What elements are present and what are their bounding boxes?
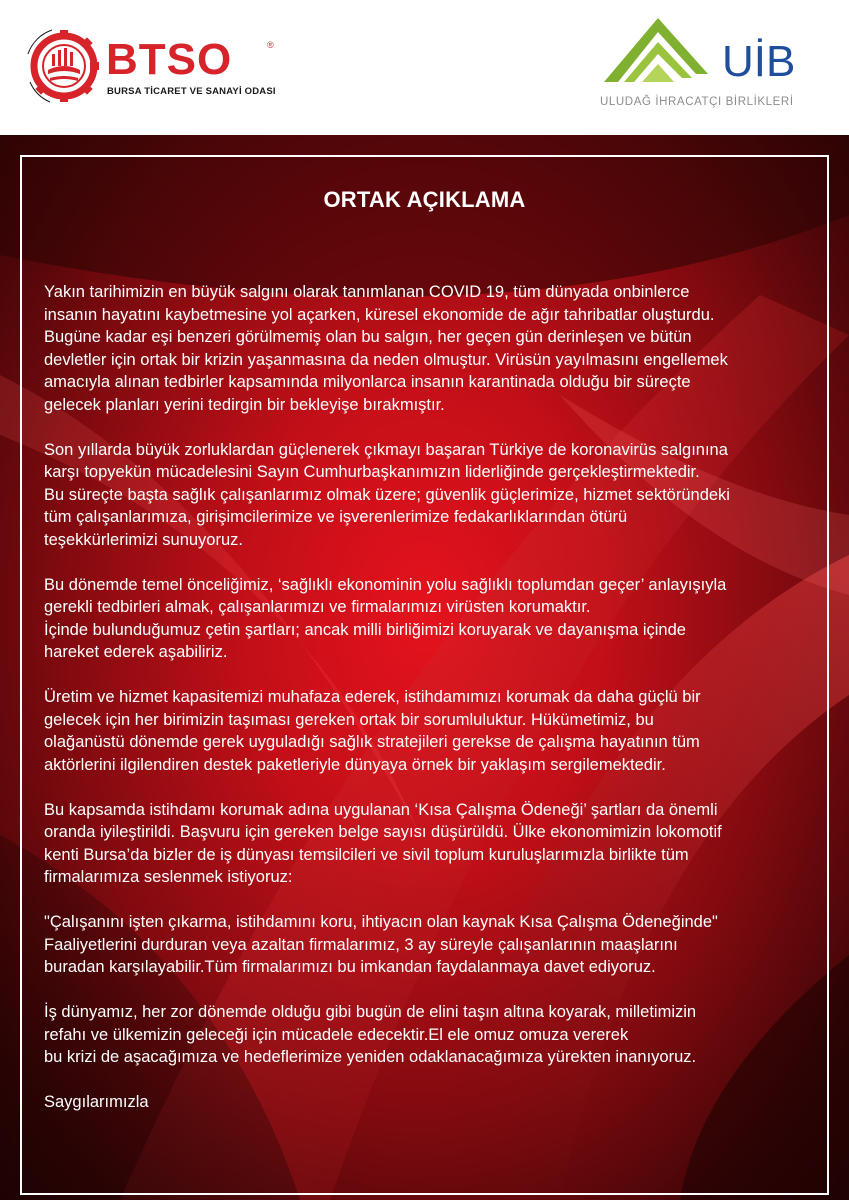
btso-wordmark: BTSO (106, 35, 233, 84)
text-line: Bu süreçte başta sağlık çalışanlarımız olmak üzere; güvenlik güçlerimize, hizmet sektöründeki (44, 485, 730, 504)
text-line: amacıyla alınan tedbirler kapsamında milyonlarca insanın karantinada olduğu bir süreçte (44, 373, 691, 391)
text-line: Üretim ve hizmet kapasitemizi muhafaza ederek, istihdamımızı korumak da daha güçlü bir (44, 688, 701, 706)
text-line: Bu dönemde temel önceliğimiz, ‘sağlıklı ekonominin yolu sağlıklı toplumdan geçer’ anlayışıyla (44, 575, 727, 594)
text-line: hareket ederek aşabiliriz. (44, 643, 228, 661)
btso-subtitle: BURSA TİCARET VE SANAYİ ODASI (107, 86, 276, 97)
uib-logo (596, 10, 826, 120)
statement-body (44, 281, 808, 1114)
text-line: kenti Bursa’da bizler de iş dünyası temsilcileri ve sivil toplum kuruluşlarımızla birlikte tüm (44, 845, 689, 864)
text-line: İçinde bulunduğumuz çetin şartları; ancak milli birliğimizi koruyarak ve dayanışma içinde (44, 620, 686, 639)
text-line: gelecek planları yerini tedirgin bir bekleyişe bırakmıştır. (44, 395, 445, 414)
closing-salutation: Saygılarımızla (44, 1093, 149, 1111)
btso-logo (22, 24, 282, 114)
text-line: devletler için ortak bir krizin yaşanmasına da neden olmuştur. Virüsün yayılmasını engellemek (44, 350, 728, 369)
text-line: gerekli tedbirleri almak, çalışanlarımızı ve firmalarımızı virüsten korumaktır. (44, 598, 591, 616)
text-line: Bu kapsamda istihdamı korumak adına uygulanan ‘Kısa Çalışma Ödeneği’ şartları da önemli (44, 800, 718, 819)
paragraph (44, 574, 808, 664)
text-line: oranda iyileştirildi. Başvuru için gereken belge sayısı düşürüldü. Ülke ekonomimizin lokomotif (44, 823, 722, 841)
paragraph (44, 439, 808, 552)
text-line: insanın hayatını kaybetmesine yol açarken, küresel ekonomide de ağır tahribatlar oluşturdu. (44, 305, 715, 324)
registered-mark: ® (267, 40, 274, 50)
text-line: tüm çalışanlarımıza, girişimcilerimize ve işverenlerimize fedakarlıklarından ötürü (44, 508, 628, 526)
text-line: olağanüstü dönemde gerek uyguladığı sağlık stratejileri gerekse de çalışma hayatının tüm (44, 733, 700, 751)
text-line: gelecek için her birimizin taşıması gereken ortak bir sorumluluktur. Hükümetimiz, bu (44, 710, 654, 729)
uib-subtitle: ULUDAĞ İHRACATÇI BİRLİKLERİ (600, 96, 794, 108)
text-line: karşı topyekün mücadelesini Sayın Cumhurbaşkanımızın liderliğinde gerçekleştirmektedir. (44, 463, 700, 481)
paragraph (44, 911, 808, 979)
text-line: Yakın tarihimizin en büyük salgını olarak tanımlanan COVID 19, tüm dünyada onbinlerce (44, 283, 690, 301)
paragraph (44, 799, 808, 889)
btso-gear-emblem-icon (22, 24, 102, 106)
paragraph (44, 1001, 808, 1069)
text-line: "Çalışanını işten çıkarma, istihdamını koru, ihtiyacın olan kaynak Kısa Çalışma Ödeneğinde" (44, 913, 718, 931)
text-line: Faaliyetlerini durduran veya azaltan firmalarımız, 3 ay süreyle çalışanlarının maaşlarını (44, 935, 678, 954)
text-line: Bugüne kadar eşi benzeri görülmemiş olan bu salgın, her geçen gün derinleşen ve bütün (44, 328, 692, 346)
paragraph (44, 686, 808, 776)
text-line: Son yıllarda büyük zorluklardan güçlenerek çıkmayı başaran Türkiye de koronavirüs salgınına (44, 440, 728, 459)
header-bar (0, 0, 849, 135)
text-line: aktörlerini ilgilendiren destek paketleriyle dünyaya örnek bir yaklaşım sergilemektedir. (44, 755, 666, 774)
text-line: buradan karşılayabilir.Tüm firmalarımızı bu imkandan faydalanmaya davet ediyoruz. (44, 958, 656, 976)
document-title: ORTAK AÇIKLAMA (323, 187, 526, 212)
text-line: bu krizi de aşacağımıza ve hedeflerimize yeniden odaklanacağımıza yürekten inanıyoruz. (44, 1048, 697, 1066)
paragraph (44, 281, 808, 416)
uib-mountain-mark-icon (600, 12, 710, 86)
uib-wordmark: UİB (722, 37, 796, 86)
statement-poster (0, 135, 849, 1200)
text-line: İş dünyamız, her zor dönemde olduğu gibi bugün de elini taşın altına koyarak, milletimizin (44, 1003, 697, 1021)
text-line: teşekkürlerimizi sunuyoruz. (44, 530, 243, 549)
text-line: refahı ve ülkemizin geleceği için mücadele edecektir.El ele omuz omuza vererek (44, 1025, 629, 1044)
text-line: firmalarımıza seslenmek istiyoruz: (44, 868, 293, 886)
